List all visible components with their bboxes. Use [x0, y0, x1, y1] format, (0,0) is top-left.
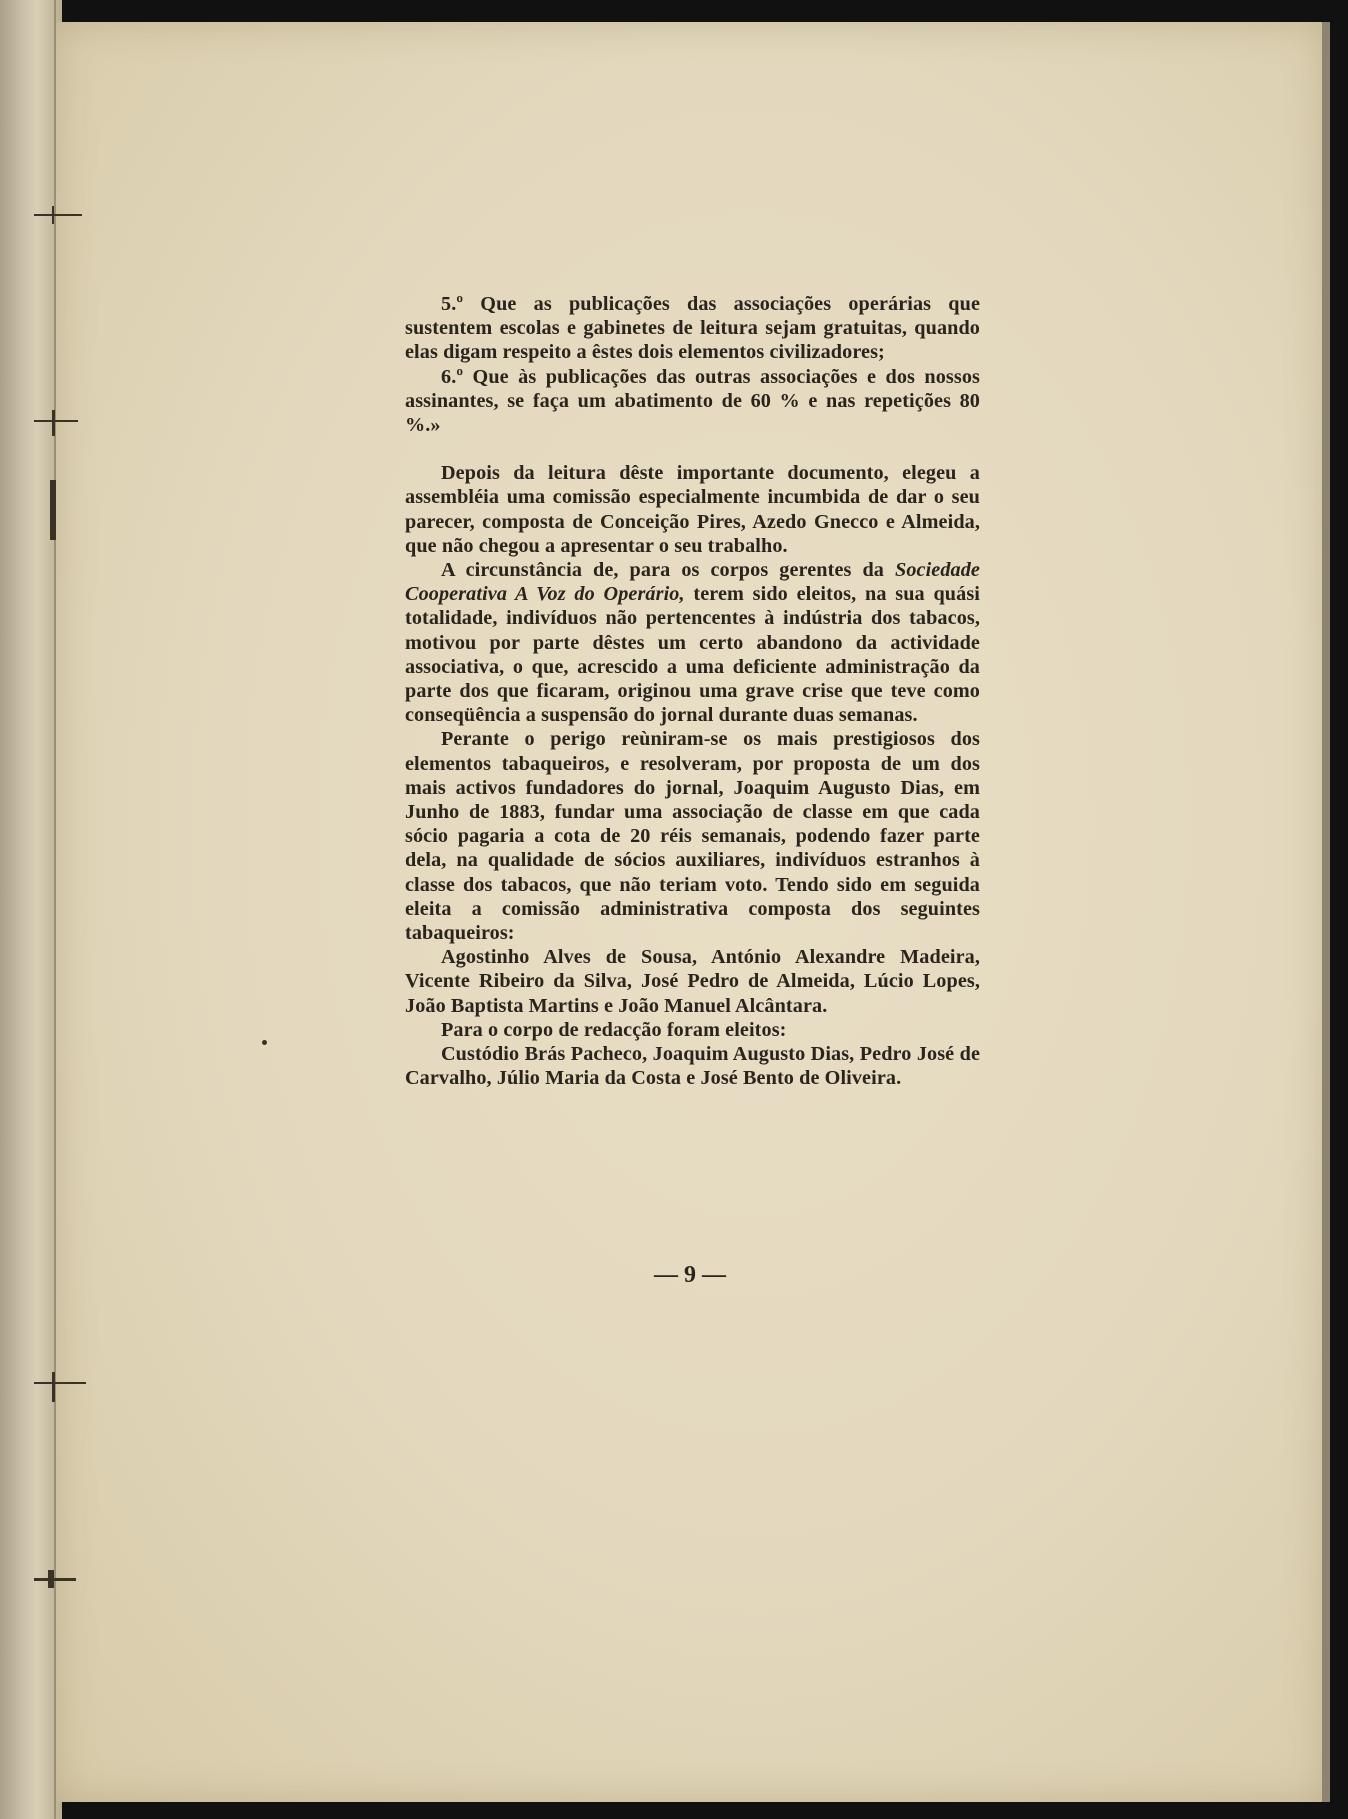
paragraph: Depois da leitura dêste importante documento, elegeu a assembléia uma comissão especialmente incumbida de dar o seu parecer, composta de Conceição Pires, Azedo Gnecco e Almeida, que não chegou a apresentar o seu trabalho.: [405, 462, 980, 557]
binding-stitch: [52, 410, 55, 436]
paragraph: Para o corpo de redacção foram eleitos:: [441, 1018, 787, 1041]
paragraph-text: terem sido eleitos, na sua quási totalidade, indivíduos não pertencentes à indústria dos tabacos, motivou por parte dêstes um certo abandono da actividade associativa, o que, acrescido a uma deficiente administração da parte dos que ficaram, originou uma grave crise que teve como conseqüência a suspensão do jornal durante duas semanas.: [405, 583, 980, 727]
body-text: [405, 292, 980, 1091]
book-spine: [0, 0, 62, 1819]
binding-stitch: [34, 420, 78, 422]
ink-speck: [262, 1040, 267, 1045]
paragraph: [405, 558, 980, 727]
paragraph: 5.º Que as publicações das associações operárias que sustentem escolas e gabinetes de leitura sejam gratuitas, quando elas digam respeito a êstes dois elementos civilizadores;: [405, 293, 980, 364]
binding-stitch: [34, 1578, 76, 1581]
binding-stitch: [50, 480, 56, 540]
paragraph: Perante o perigo reùniram-se os mais prestigiosos dos elementos tabaqueiros, e resolveram, por proposta de um dos mais activos fundadores do jornal, Joaquim Augusto Dias, em Junho de 1883, fundar uma associação de classe em que cada sócio pagaria a cota de 20 réis semanais, podendo fazer parte dela, na qualidade de sócios auxiliares, indivíduos estranhos à classe dos tabacos, que não teriam voto. Tendo sido em seguida eleita a comissão administrativa composta dos seguintes tabaqueiros:: [405, 728, 980, 945]
page-number: — 9 —: [654, 1262, 726, 1288]
newspaper-name: Sociedade Cooperativa A Voz do Operário,: [405, 559, 980, 606]
paragraph: Custódio Brás Pacheco, Joaquim Augusto Dias, Pedro José de Carvalho, Júlio Maria da Costa e José Bento de Oliveira.: [405, 1043, 980, 1090]
paragraph-text: A circunstância de, para os corpos gerentes da: [441, 559, 895, 582]
binding-stitch: [52, 1372, 55, 1402]
binding-stitch: [48, 1570, 54, 1588]
paragraph: 6.º Que às publicações das outras associações e dos nossos assinantes, se faça um abatimento de 60 % e nas repetições 80 %.»: [405, 365, 980, 437]
binding-stitch: [34, 1382, 86, 1384]
binding-stitch: [52, 206, 54, 224]
paragraph: Agostinho Alves de Sousa, António Alexandre Madeira, Vicente Ribeiro da Silva, José Pedro de Almeida, Lúcio Lopes, João Baptista Martins e João Manuel Alcântara.: [405, 946, 980, 1017]
binding-stitch: [34, 214, 82, 216]
page-edge: [1322, 22, 1330, 1802]
